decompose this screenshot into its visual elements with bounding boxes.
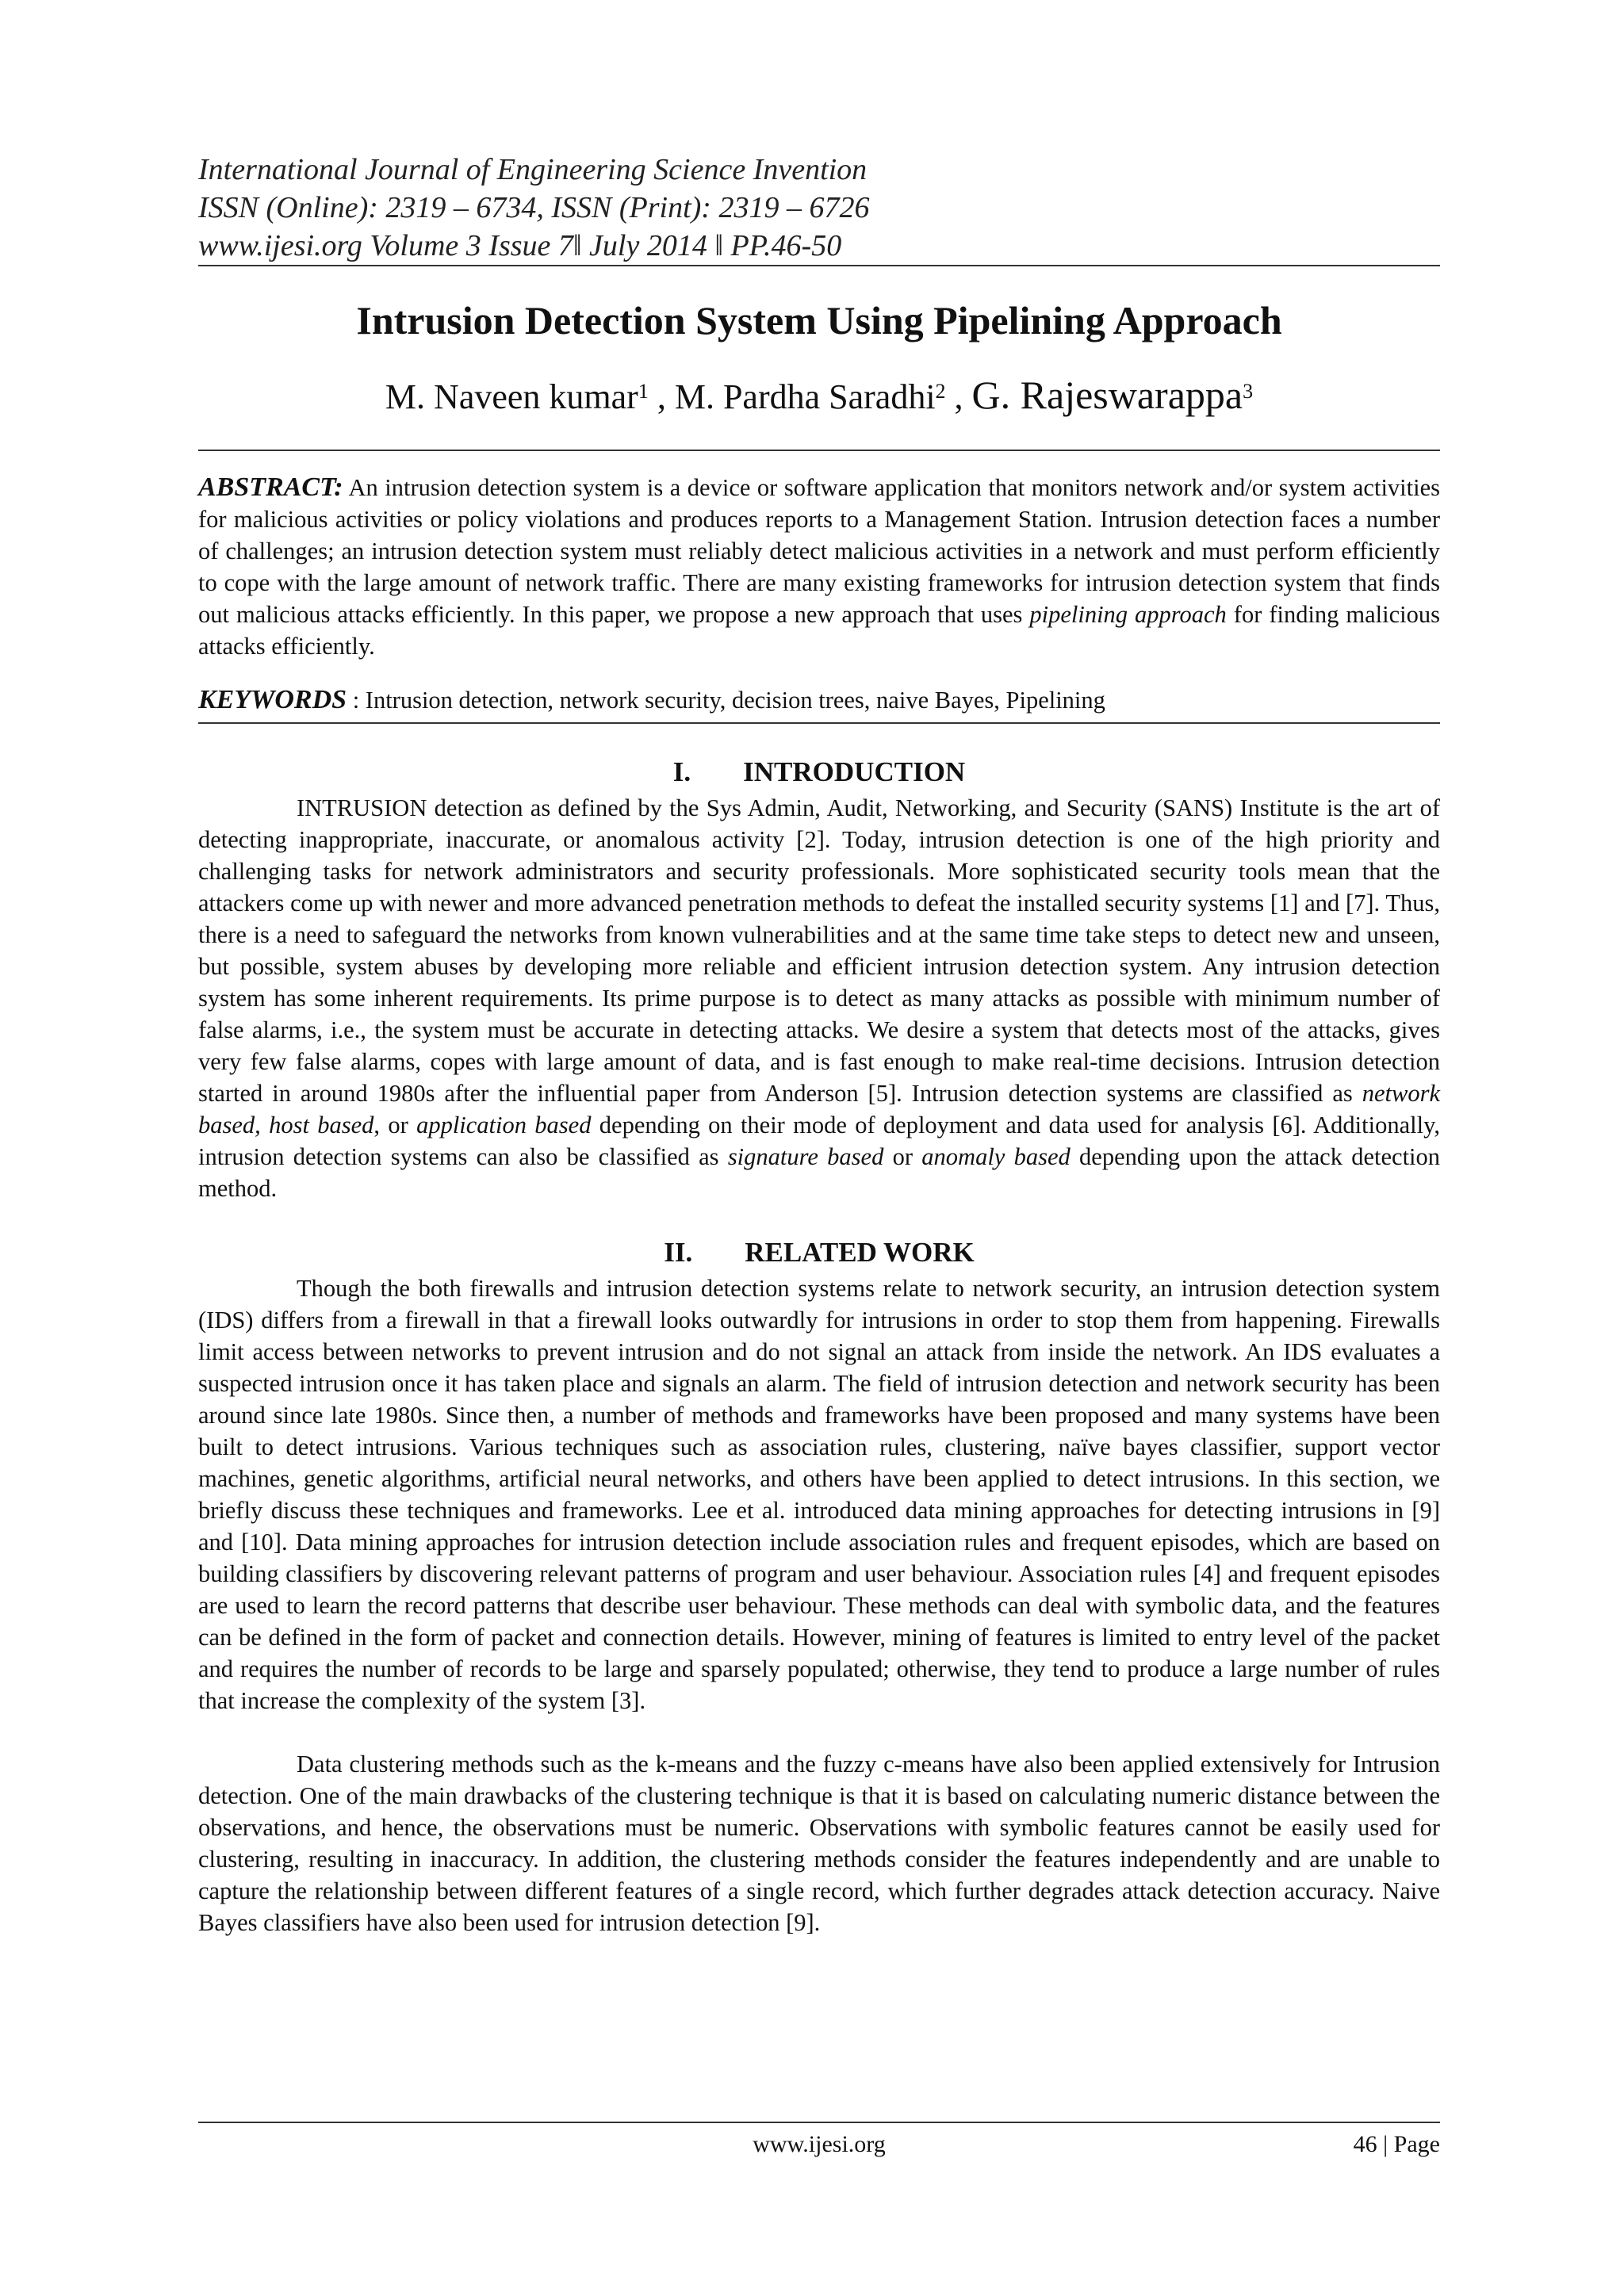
authors — [198, 373, 1440, 419]
journal-volume: www.ijesi.org Volume 3 Issue 7ǁ July 2014 ǁ PP.46-50 — [198, 229, 842, 262]
intro-em-2: application based — [416, 1112, 592, 1138]
header-rule — [198, 265, 1440, 266]
keywords-rule — [198, 722, 1440, 724]
related-paragraph-1: Though the both firewalls and intrusion detection systems relate to network security, an intrusion detection system (IDS) differs from a firewall in that a firewall looks outwardly for intrusions in order to stop them from happening. Firewalls limit access between networks to prevent intrusion and do not signal an attack from inside the network. An IDS evaluates a suspected intrusion once it has taken place and signals an alarm. The field of intrusion detection and network security has been around since late 1980s. Since then, a number of methods and frameworks have been proposed and many systems have been built to detect intrusions. Various techniques such as association rules, clustering, naïve bayes classifier, support vector machines, genetic algorithms, artificial neural networks, and others have been applied to detect intrusions. In this section, we briefly discuss these techniques and frameworks. Lee et al. introduced data mining approaches for detecting intrusions in [9] and [10]. Data mining approaches for intrusion detection include association rules and frequent episodes, which are based on building classifiers by discovering relevant patterns of program and user behaviour. Association rules [4] and frequent episodes are used to learn the record patterns that describe user behaviour. These methods can deal with symbolic data, and the features can be defined in the form of packet and connection details. However, mining of features is limited to entry level of the packet and requires the number of records to be large and sparsely populated; otherwise, they tend to produce a large number of rules that increase the complexity of the system [3]. — [198, 1275, 1440, 1714]
related-paragraph-2: Data clustering methods such as the k-means and the fuzzy c-means have also been applied extensively for Intrusion detection. One of the main drawbacks of the clustering technique is that it is based on calculating numeric distance between the observations, and hence, the observations must be numeric. Observations with symbolic features cannot be easily used for clustering, resulting in inaccuracy. In addition, the clustering methods consider the features independently and are unable to capture the relationship between different features of a single record, which further degrades attack detection accuracy. Naive Bayes classifiers have also been used for intrusion detection [9]. — [198, 1751, 1440, 1936]
author-2-sup: 2 — [935, 380, 946, 403]
footer-rule — [198, 2122, 1440, 2123]
abstract-label: ABSTRACT: — [198, 473, 343, 502]
author-2: , M. Pardha Saradhi — [648, 377, 936, 416]
intro-text-b: , or — [373, 1112, 417, 1138]
paper-page — [198, 151, 1440, 1938]
section-heading-related-work — [198, 1236, 1440, 1269]
footer-row — [198, 2131, 1440, 2171]
keywords-label: KEYWORDS — [198, 685, 347, 714]
journal-header — [198, 151, 1440, 265]
intro-em-1: network based, host based — [198, 1080, 1440, 1138]
journal-issn: ISSN (Online): 2319 – 6734, ISSN (Print): 2319 – 6726 — [198, 191, 870, 224]
intro-text-a: INTRUSION detection as defined by the Sys Admin, Audit, Networking, and Security (SANS) Institute is the art of detecting inappropriate, inaccurate, or anomalous activity [2]. Today, intrusion detection is one of the high priority and challenging tasks for network administrators and security professionals. More sophisticated security tools mean that the attackers come up with newer and more advanced penetration methods to defeat the installed security systems [1] and [7]. Thus, there is a need to safeguard the networks from known vulnerabilities and at the same time take steps to detect new and unseen, but possible, system abuses by developing more reliable and efficient intrusion detection system. Any intrusion detection system has some inherent requirements. Its prime purpose is to detect as many attacks as possible with minimum number of false alarms, i.e., the system must be accurate in detecting attacks. We desire a system that detects most of the attacks, gives very few false alarms, copes with large amount of data, and is fast enough to make real-time decisions. Intrusion detection started in around 1980s after the influential paper from Anderson [5]. Intrusion detection systems are classified as — [198, 794, 1440, 1107]
abstract-text-2: for finding malicious attacks efficiently. — [198, 601, 1440, 660]
section-title: RELATED WORK — [745, 1237, 975, 1268]
keywords — [198, 684, 1440, 716]
abstract-top-rule — [198, 450, 1440, 451]
footer-site: www.ijesi.org — [753, 2131, 886, 2157]
keywords-text: : Intrusion detection, network security, decision trees, naive Bayes, Pipelining — [347, 687, 1105, 714]
section-title: INTRODUCTION — [743, 756, 966, 787]
author-sep: , — [945, 377, 972, 416]
abstract-text-em: pipelining approach — [1029, 601, 1227, 628]
intro-em-4: anomaly based — [921, 1143, 1071, 1170]
intro-em-3: signature based — [727, 1143, 884, 1170]
author-1: M. Naveen kumar — [385, 377, 638, 416]
author-3: G. Rajeswarappa — [971, 373, 1243, 417]
section-heading-introduction — [198, 756, 1440, 789]
footer-page-number: 46 | Page — [1353, 2131, 1440, 2157]
abstract-text-1: An intrusion detection system is a device or software application that monitors network and/or system activities for malicious activities or policy violations and produces reports to a Management Station. Intrusion detection faces a number of challenges; an intrusion detection system must reliably detect malicious activities in a network and must perform efficiently to cope with the large amount of network traffic. There are many existing frameworks for intrusion detection system that finds out malicious attacks efficiently. In this paper, we propose a new approach that uses — [198, 474, 1440, 628]
journal-name: International Journal of Engineering Science Invention — [198, 153, 868, 186]
section-number: II. — [664, 1237, 693, 1268]
intro-text-d: or — [883, 1143, 922, 1170]
intro-text-e: depending upon the attack detection method. — [198, 1143, 1441, 1202]
author-1-sup: 1 — [638, 380, 649, 403]
paper-title: Intrusion Detection System Using Pipelining Approach — [356, 298, 1282, 342]
section-number: I. — [672, 756, 691, 787]
author-3-sup: 3 — [1243, 380, 1254, 403]
page-footer — [198, 2122, 1440, 2171]
intro-paragraph — [198, 792, 1440, 1204]
abstract — [198, 472, 1440, 662]
intro-text-c: depending on their mode of deployment and data used for analysis [6]. Additionally, intrusion detection systems can also be classified as — [198, 1112, 1440, 1170]
